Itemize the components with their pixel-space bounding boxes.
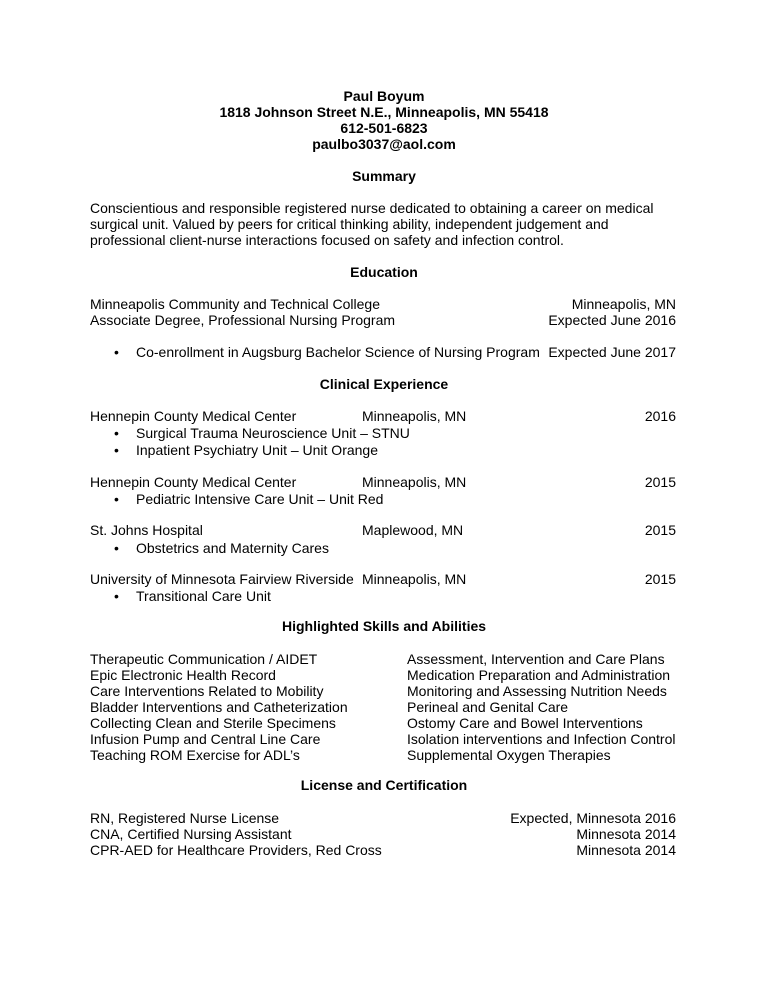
clinical-year: 2015 (644, 571, 676, 587)
skill-item: Care Interventions Related to Mobility (90, 683, 324, 699)
skill-item: Ostomy Care and Bowel Interventions (407, 715, 643, 731)
license-name: CPR-AED for Healthcare Providers, Red Cross (90, 842, 382, 858)
applicant-phone: 612-501-6823 (340, 120, 428, 136)
skills-heading: Highlighted Skills and Abilities (281, 618, 487, 634)
license-name: CNA, Certified Nursing Assistant (90, 826, 292, 842)
skill-item: Epic Electronic Health Record (90, 667, 276, 683)
clinical-location: Minneapolis, MN (362, 474, 467, 490)
skill-item: Medication Preparation and Administration (407, 667, 671, 683)
education-heading: Education (350, 264, 418, 280)
clinical-location: Minneapolis, MN (362, 571, 467, 587)
skill-item: Bladder Interventions and Catheterization (90, 699, 348, 715)
clinical-org: St. Johns Hospital (90, 522, 203, 538)
clinical-unit: Transitional Care Unit (136, 588, 271, 604)
education-coenrollment-date: Expected June 2017 (548, 344, 676, 360)
skill-item: Assessment, Intervention and Care Plans (407, 651, 665, 667)
education-school-location: Minneapolis, MN (571, 296, 676, 312)
clinical-unit: Pediatric Intensive Care Unit – Unit Red (136, 491, 384, 507)
bullet: • (114, 425, 119, 441)
summary-line: surgical unit. Valued by peers for critical thinking ability, independent judgement and (90, 216, 609, 232)
skill-item: Isolation interventions and Infection Control (407, 731, 676, 747)
clinical-org: University of Minnesota Fairview Riverside (90, 571, 354, 587)
clinical-location: Minneapolis, MN (362, 408, 467, 424)
skill-item: Teaching ROM Exercise for ADL’s (90, 747, 300, 763)
skill-item: Perineal and Genital Care (407, 699, 569, 715)
clinical-org: Hennepin County Medical Center (90, 474, 297, 490)
license-heading: License and Certification (300, 777, 468, 793)
education-degree: Associate Degree, Professional Nursing Program (90, 312, 396, 328)
skill-item: Collecting Clean and Sterile Specimens (90, 715, 336, 731)
summary-line: professional client-nurse interactions focused on safety and infection control. (90, 232, 564, 248)
applicant-email: paulbo3037@aol.com (312, 136, 456, 152)
license-name: RN, Registered Nurse License (90, 810, 280, 826)
clinical-location: Maplewood, MN (362, 522, 464, 538)
skill-item: Monitoring and Assessing Nutrition Needs (407, 683, 667, 699)
education-degree-date: Expected June 2016 (548, 312, 676, 328)
clinical-org: Hennepin County Medical Center (90, 408, 297, 424)
clinical-year: 2015 (644, 522, 676, 538)
bullet: • (114, 442, 119, 458)
applicant-name: Paul Boyum (343, 88, 425, 104)
clinical-unit: Surgical Trauma Neuroscience Unit – STNU (136, 425, 410, 441)
education-school: Minneapolis Community and Technical College (90, 296, 381, 312)
summary-line: Conscientious and responsible registered nurse dedicated to obtaining a career on medical (90, 200, 654, 216)
bullet: • (114, 588, 119, 604)
skill-item: Infusion Pump and Central Line Care (90, 731, 321, 747)
bullet: • (114, 491, 119, 507)
clinical-year: 2015 (644, 474, 676, 490)
clinical-year: 2016 (644, 408, 676, 424)
bullet: • (114, 540, 119, 556)
clinical-unit: Obstetrics and Maternity Cares (136, 540, 329, 556)
skill-item: Supplemental Oxygen Therapies (407, 747, 611, 763)
license-detail: Minnesota 2014 (576, 842, 676, 858)
summary-heading: Summary (352, 168, 416, 184)
bullet: • (114, 344, 119, 360)
education-coenrollment: Co-enrollment in Augsburg Bachelor Science of Nursing Program (136, 344, 540, 360)
clinical-unit: Inpatient Psychiatry Unit – Unit Orange (136, 442, 379, 458)
clinical-heading: Clinical Experience (319, 376, 449, 392)
applicant-address: 1818 Johnson Street N.E., Minneapolis, MN 55418 (219, 104, 549, 120)
license-detail: Expected, Minnesota 2016 (510, 810, 676, 826)
skill-item: Therapeutic Communication / AIDET (90, 651, 318, 667)
license-detail: Minnesota 2014 (576, 826, 676, 842)
